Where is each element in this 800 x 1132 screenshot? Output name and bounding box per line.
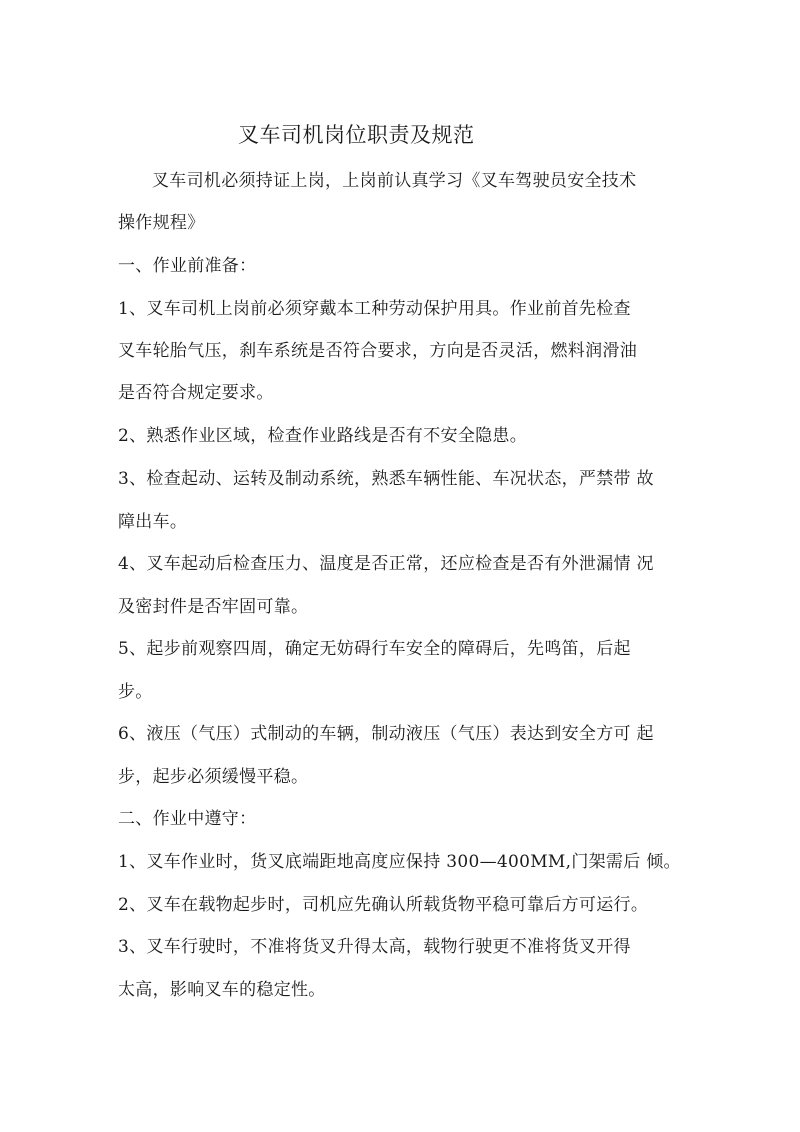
- item-4-line-1: 4、叉车起动后检查压力、温度是否正常，还应检查是否有外泄漏情 况: [118, 554, 654, 574]
- section-heading-pre-work: 一、作业前准备：: [118, 256, 257, 276]
- item-3-line-2: 障出车。: [118, 512, 188, 532]
- item-1-line-3: 是否符合规定要求。: [118, 383, 274, 403]
- item-5-line-2: 步。: [118, 682, 153, 702]
- item-6-line-2: 步，起步必须缓慢平稳。: [118, 767, 309, 787]
- item-1-line-2: 叉车轮胎气压，刹车系统是否符合要求，方向是否灵活，燃料润滑油: [118, 341, 637, 361]
- document-title: 叉车司机岗位职责及规范: [238, 123, 475, 147]
- rule-2-line-1: 2、叉车在载物起步时，司机应先确认所载货物平稳可靠后方可运行。: [118, 895, 649, 915]
- item-3-line-1: 3、检查起动、运转及制动系统，熟悉车辆性能、车况状态，严禁带 故: [118, 469, 654, 489]
- item-6-line-1: 6、液压（气压）式制动的车辆，制动液压（气压）表达到安全方可 起: [118, 724, 654, 744]
- item-5-line-1: 5、起步前观察四周，确定无妨碍行车安全的障碍后，先鸣笛，后起: [118, 639, 631, 659]
- section-heading-during-work: 二、作业中遵守：: [118, 809, 257, 829]
- intro-line-1: 叉车司机必须持证上岗，上岗前认真学习《叉车驾驶员安全技术: [152, 171, 637, 191]
- rule-1-line-1: 1、叉车作业时，货叉底端距地高度应保持 300—400MM,门架需后 倾。: [118, 852, 681, 872]
- rule-3-line-1: 3、叉车行驶时，不准将货叉升得太高，载物行驶更不准将货叉开得: [118, 937, 631, 957]
- item-1-line-1: 1、叉车司机上岗前必须穿戴本工种劳动保护用具。作业前首先检查: [118, 299, 631, 319]
- item-2-line-1: 2、熟悉作业区域，检查作业路线是否有不安全隐患。: [118, 426, 528, 446]
- rule-3-line-2: 太高，影响叉车的稳定性。: [118, 980, 326, 1000]
- item-4-line-2: 及密封件是否牢固可靠。: [118, 597, 309, 617]
- intro-line-2: 操作规程》: [118, 213, 205, 233]
